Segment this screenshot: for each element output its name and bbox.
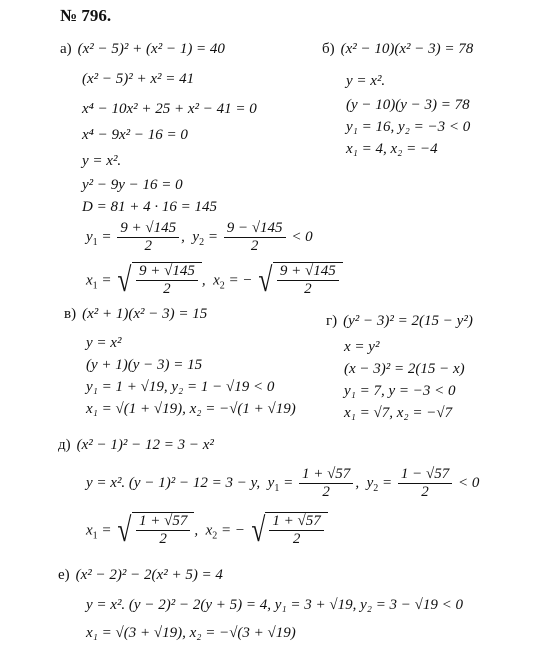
- part-a-roots-x: $x_1$ = √ $\frac{9 + √145}{2}$ , $x_2$ = − √ $\frac{9 + √145}{2}$: [86, 262, 343, 300]
- part-d-y1-fraction: $\frac{1 + √57}{2}$: [299, 466, 353, 501]
- part-g-line-4: y₁ = 7, y = −3 < 0: [344, 383, 456, 399]
- part-v-label: в): [64, 306, 77, 322]
- part-a-x1-radical: √ $\frac{9 + √145}{2}$: [115, 262, 202, 300]
- part-b-line-1: б) (x² − 10)(x² − 3) = 78: [322, 41, 474, 57]
- part-a-y1-fraction: $\frac{9 + √145}{2}$: [117, 220, 179, 255]
- part-g-line-3: (x − 3)² = 2(15 − x): [344, 361, 465, 377]
- part-v-line-5: x₁ = √(1 + √19), x₂ = −√(1 + √19): [86, 401, 296, 417]
- part-a-x2-radical: √ $\frac{9 + √145}{2}$: [256, 262, 343, 300]
- part-a-roots-y: $y_1$ = $\frac{9 + √145}{2}$ , $y_2$ = $\frac{9 - √145}{2}$ < 0: [86, 220, 313, 254]
- part-a-line-7: D = 81 + 4 · 16 = 145: [82, 199, 217, 215]
- part-b-line-4: y₁ = 16, y₂ = −3 < 0: [346, 119, 471, 135]
- part-d-roots-x: $x_1$ = √ $\frac{1 + √57}{2}$ , $x_2$ = − √ $\frac{1 + √57}{2}$: [86, 512, 328, 550]
- part-v-line-2: y = x²: [86, 335, 122, 351]
- part-a-line-3: x⁴ − 10x² + 25 + x² − 41 = 0: [82, 101, 257, 117]
- part-a-line-4: x⁴ − 9x² − 16 = 0: [82, 127, 188, 143]
- part-d-line-2: y = x². (y − 1)² − 12 = 3 − y, $y_1$ = $\frac{1 + √57}{2}$ , $y_2$ = $\frac{1 - √57}{2}$ < 0: [86, 466, 480, 500]
- part-a-line-6: y² − 9y − 16 = 0: [82, 177, 183, 193]
- part-v-line-4: y₁ = 1 + √19, y₂ = 1 − √19 < 0: [86, 379, 275, 395]
- part-g-line-5: x₁ = √7, x₂ = −√7: [344, 405, 453, 421]
- problem-number: № 796.: [60, 6, 112, 25]
- part-e-line-2: y = x². (y − 2)² − 2(y + 5) = 4, y₁ = 3 + √19, y₂ = 3 − √19 < 0: [86, 597, 464, 613]
- part-d-y2-fraction: $\frac{1 - √57}{2}$: [398, 466, 452, 501]
- part-d-line-1: д) (x² − 1)² − 12 = 3 − x²: [58, 437, 214, 453]
- part-v-line-3: (y + 1)(y − 3) = 15: [86, 357, 203, 373]
- part-a-y2-fraction: $\frac{9 - √145}{2}$: [224, 220, 286, 255]
- part-a-line-1: а) (x² − 5)² + (x² − 1) = 40: [60, 41, 225, 57]
- part-v-line-1: в) (x² + 1)(x² − 3) = 15: [64, 306, 208, 322]
- part-g-line-1: г) (y² − 3)² = 2(15 − y²): [326, 313, 473, 329]
- part-g-label: г): [326, 313, 338, 329]
- part-e-label: е): [58, 567, 70, 583]
- part-d-x2-radical: √ $\frac{1 + √57}{2}$: [249, 512, 328, 550]
- part-d-x1-radical: √ $\frac{1 + √57}{2}$: [115, 512, 194, 550]
- part-b-label: б): [322, 41, 335, 57]
- part-b-line-2: y = x².: [346, 73, 386, 89]
- part-e-line-3: x₁ = √(3 + √19), x₂ = −√(3 + √19): [86, 625, 296, 641]
- part-d-label: д): [58, 437, 71, 453]
- part-a-line-2: (x² − 5)² + x² = 41: [82, 71, 195, 87]
- part-a-line-5: y = x².: [82, 153, 122, 169]
- part-g-line-2: x = y²: [344, 339, 380, 355]
- part-b-line-5: x₁ = 4, x₂ = −4: [346, 141, 438, 157]
- part-b-line-3: (y − 10)(y − 3) = 78: [346, 97, 470, 113]
- part-e-line-1: е) (x² − 2)² − 2(x² + 5) = 4: [58, 567, 223, 583]
- part-a-label: а): [60, 41, 72, 57]
